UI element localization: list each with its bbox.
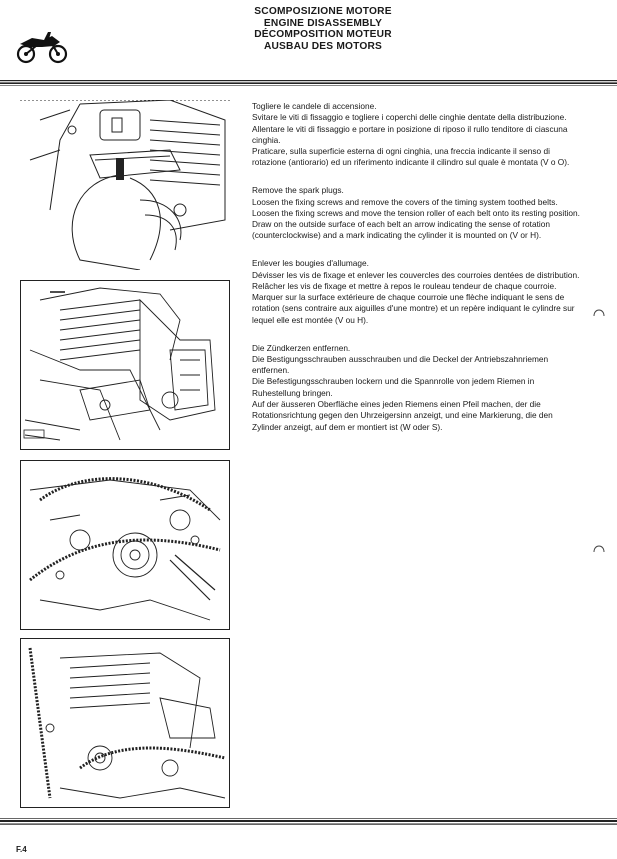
punch-hole-icon (592, 304, 606, 318)
figure-engine-covers (20, 280, 230, 450)
title-english: ENGINE DISASSEMBLY (263, 17, 383, 29)
instruction-step: Draw on the outside surface of each belt an arrow indicating the sense of rotation (counterclockwise) and a mark indicating the cylinder it is mounted on (V or H). (252, 219, 550, 241)
instruction-step: Allentare le viti di fissaggio e portare in posizione di riposo il rullo tenditore di ciascuna cinghia. (252, 123, 568, 145)
instructions-english (252, 185, 582, 241)
instruction-step: Loosen the fixing screws and move the tension roller of each belt onto its resting position. (252, 207, 580, 218)
figure-timing-belts (20, 460, 230, 630)
instruction-step: Marquer sur la surface extérieure de chaque courroie une flèche indiquant le sens de rotation (sens contraire aux aiguilles d'une montre) et un repère indiquant le cylindre sur lequel elle est montée (V ou H). (252, 292, 575, 325)
title-italian: SCOMPOSIZIONE MOTORE (254, 6, 392, 17)
title-german: AUSBAU DES MOTORS (263, 40, 383, 52)
instruction-step: Die Befestigungsschrauben lockern und die Spannrolle von jedem Riemen in Ruhestellung bringen. (252, 376, 535, 398)
spark-plug-removal-illustration (20, 100, 230, 270)
timing-belt-illustration (20, 460, 230, 630)
page-number: F.4 (16, 845, 27, 854)
engine-cover-illustration (20, 280, 230, 450)
instructions-text (252, 101, 582, 449)
instruction-step: Remove the spark plugs. (252, 185, 344, 196)
footer-divider (0, 818, 617, 826)
title-french: DÉCOMPOSITION MOTEUR (254, 29, 392, 41)
instruction-step: Dévisser les vis de fixage et enlever les couvercles des courroies dentées de distribution. (252, 269, 580, 280)
instructions-french (252, 258, 582, 326)
instruction-step: Die Zündkerzen entfernen. (252, 342, 351, 353)
instruction-step: Enlever les bougies d'allumage. (252, 258, 369, 269)
instruction-step: Relâcher les vis de fixage et mettre à repos le rouleau tendeur de chaque courroie. (252, 280, 557, 291)
punch-hole-icon (592, 540, 606, 554)
instruction-step: Die Bestigungsschrauben ausschrauben und die Deckel der Antriebszahnriemen entfernen. (252, 353, 549, 376)
instruction-step: Auf der äusseren Oberfläche eines jeden Riemens einen Pfeil machen, der die Rotationsrichtung gegen den Uhrzeigersinn anzeigt, und eine Markierung, die den Zylinder anzeigt, auf dem er montiert ist (W oder S). (252, 399, 553, 432)
figure-spark-plug-removal (20, 100, 230, 270)
instructions-italian (252, 101, 582, 169)
motorcycle-logo-icon (14, 30, 70, 64)
instruction-step: Svitare le viti di fissaggio e togliere i coperchi delle cinghie dentate della distribuzione. (252, 112, 567, 123)
page-title (200, 6, 446, 52)
instruction-step: Togliere le candele di accensione. (252, 101, 377, 111)
belt-tensioner-illustration (20, 638, 230, 808)
instructions-german (252, 343, 582, 433)
header-divider (0, 80, 617, 86)
figure-belt-tensioner (20, 638, 230, 808)
instruction-step: Praticare, sulla superficie esterna di ogni cinghia, una freccia indicante il senso di rotazione (antiorario) ed un riferimento indicante il cilindro sul quale è montata (V o O). (252, 146, 570, 168)
instruction-step: Loosen the fixing screws and remove the covers of the timing system toothed belts. (252, 196, 558, 207)
